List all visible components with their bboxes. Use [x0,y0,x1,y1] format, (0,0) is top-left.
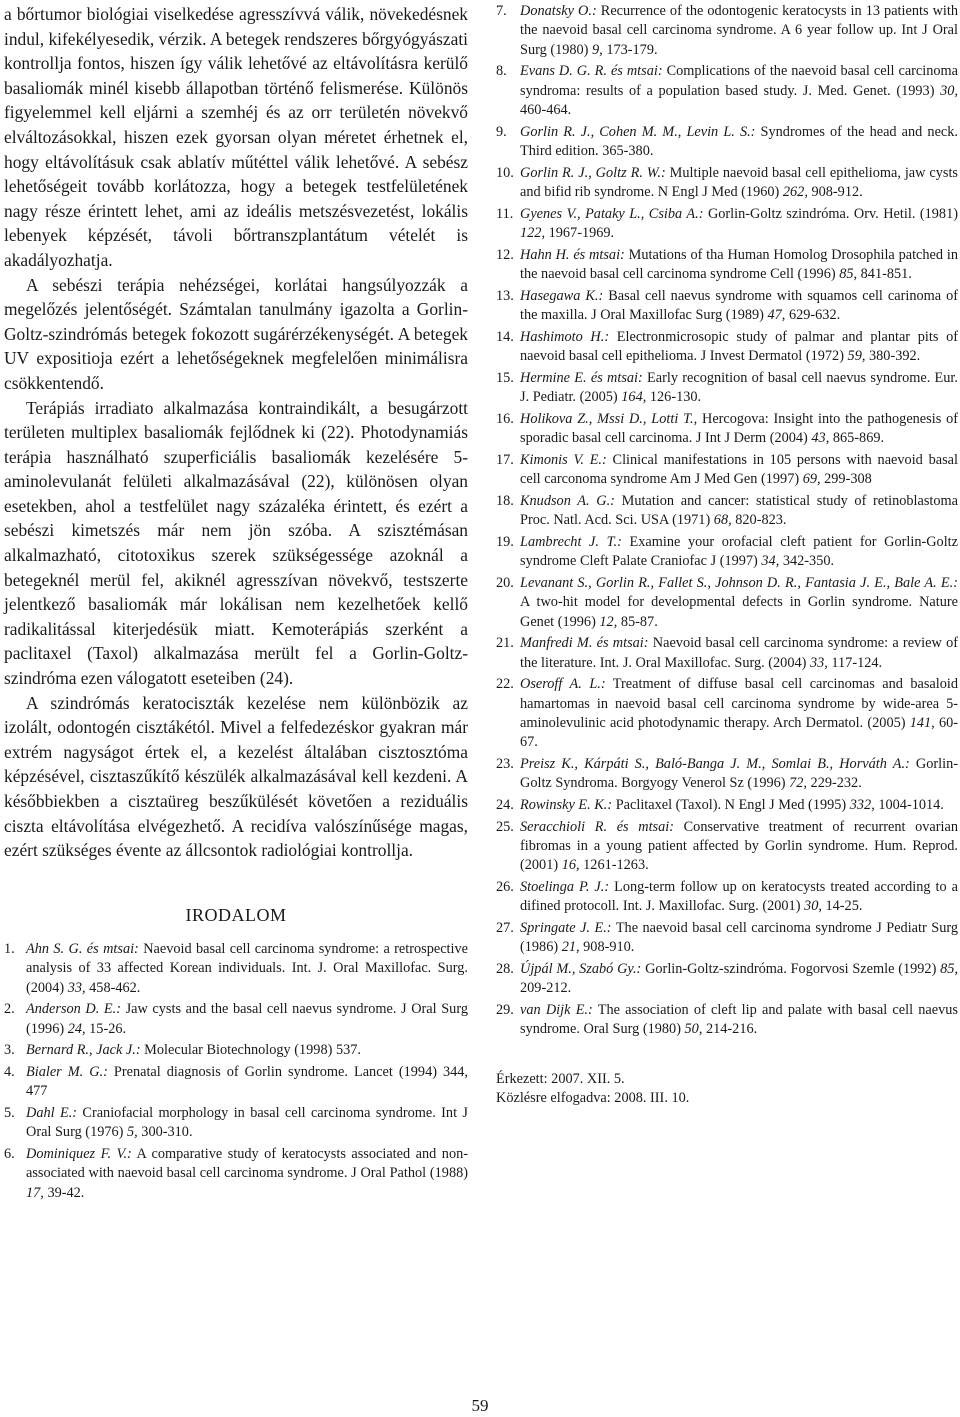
reference-authors: Stoelinga P. J.: [520,879,610,896]
reference-volume: 85, [839,266,858,283]
reference-number: 17. [496,451,514,468]
reference-authors: Dahl E.: [26,1104,78,1121]
reference-item [496,287,958,326]
reference-number: 29. [496,1002,514,1019]
reference-volume: 68, [713,512,732,529]
reference-volume: 50, [684,1021,703,1038]
reference-volume: 5, [127,1124,138,1141]
reference-number: 12. [496,246,514,263]
reference-text: Early recognition of basal cell naevus syndrome. Eur. J. Pediatr. (2005) [520,369,958,406]
reference-number: 20. [496,574,514,591]
reference-text: Basal cell naevus syndrome with squamos cell carinoma of the maxilla. J Oral Maxillofac Surg (1989) [520,287,959,324]
reference-number: 14. [496,328,514,345]
reference-text: Naevoid basal cell carcinoma syndrome: a retrospective analysis of 33 affected Korean individuals. Int. J. Oral Maxillofac. Surg. (2004) [26,940,468,996]
reference-volume: 30, [804,898,822,915]
reference-pages: 214-216. [702,1021,758,1038]
reference-pages: 117-124. [827,654,883,671]
reference-pages: 85-87. [617,613,658,630]
reference-authors: Gorlin R. J., Goltz R. W.: [520,164,666,181]
reference-number: 10. [496,164,514,181]
reference-authors: Evans D. G. R. és mtsai: [520,63,663,80]
reference-text: Prenatal diagnosis of Gorlin syndrome. Lancet (1994) 344, 477 [26,1063,468,1100]
reference-list-right [496,2,958,1040]
reference-pages: 908-912. [807,184,863,201]
reference-volume: 141, [909,715,935,732]
reference-authors: Hashimoto H.: [520,328,610,345]
reference-volume: 16, [561,857,580,874]
reference-number: 8. [496,63,507,80]
reference-item [496,410,958,449]
reference-authors: Dominiquez F. V.: [26,1145,132,1162]
reference-pages: 841-851. [857,266,912,283]
reference-authors: Levanant S., Gorlin R., Fallet S., Johnson D. R., Fantasia J. E., Bale A. E.: [520,574,958,591]
reference-authors: Ahn S. G. és mtsai: [26,940,139,957]
reference-text: Long-term follow up on keratocysts treated according to a difined protocoll. Int. J. Maxillofac. Surg. (2001) [520,879,958,915]
reference-pages: 126-130. [646,389,702,406]
reference-pages: 380-392. [865,348,921,365]
reference-authors: Oseroff A. L.: [520,676,606,693]
reference-pages: 1004-1014. [874,797,944,814]
reference-number: 27. [496,920,514,937]
reference-pages: 173-179. [602,41,658,58]
reference-volume: 9, [592,41,603,58]
article-body [4,2,468,863]
reference-authors: Holikova Z., Mssi D., Lotti T., [520,410,698,427]
dates-block [496,1070,958,1109]
reference-item [4,1041,468,1060]
reference-item [496,878,958,917]
reference-text: Multiple naevoid basal cell epithelioma, jaw cysts and bifid rib syndrome. N Engl J Med (1960) [520,164,958,201]
reference-number: 7. [496,3,507,19]
reference-item [496,1001,958,1040]
reference-volume: 332, [849,797,875,814]
reference-item [496,755,958,794]
reference-text: Clinical manifestations in 105 persons with naevoid basal cell carconoma syndrome Am J Med Gen (1997) [520,451,958,488]
reference-volume: 262, [782,184,808,201]
reference-number: 23. [496,756,514,773]
page-number: 59 [471,1396,489,1415]
reference-item [496,451,958,490]
reference-authors: Újpál M., Szabó Gy.: [520,961,642,978]
reference-text: Electronmicrosopic study of palmar and plantar pits of naevoid basal cell epithelioma. J Invest Dermatol (1972) [520,328,958,365]
reference-number: 2. [4,1001,15,1018]
reference-text: The association of cleft lip and palate with basal cell naevus syndrome. Oral Surg (1980) [520,1002,958,1038]
reference-volume: 33, [67,979,86,996]
reference-authors: Springate J. E.: [520,920,612,937]
reference-number: 24. [496,797,514,814]
reference-volume: 33, [809,654,828,671]
reference-text: Mutation and cancer: statistical study of retinoblastoma Proc. Natl. Acd. Sci. USA (1971) [520,492,959,529]
reference-text: Hercogova: Insight into the pathogenesis of sporadic basal cell carcinoma. J Int J Derm (2004) [520,410,958,447]
reference-item [496,62,958,120]
body-paragraph: A szindrómás keratociszták kezelése nem különbözik az izolált, odontogén cisztákétól. Mivel a felfedezéskor gyakran már extrém nagyságot értek el, a kezelést általában cisztosztóma képzésével, cisztaszűkítő készülék alkalmazásával kell kezdeni. A későbbiekben a cisztaüreg beszűkülését követően a reziduális ciszta eltávolítása elvégezhető. A recidíva valószínűsége magas, ezért szükséges évente az állcsontok radiológiai kontrollja. [4,692,468,861]
reference-pages: 458-462. [85,979,141,996]
reference-authors: Gorlin R. J., Cohen M. M., Levin L. S.: [520,123,756,140]
reference-volume: 69, [802,471,821,488]
reference-pages: 229-232. [806,775,862,792]
reference-number: 22. [496,676,514,693]
right-column [496,2,958,1109]
reference-item [496,369,958,408]
reference-text: A two-hit model for developmental defects in Gorlin syndrome. Nature Genet (1996) [520,594,958,630]
reference-authors: Anderson D. E.: [26,1001,121,1018]
reference-volume: 122, [520,225,546,242]
reference-number: 6. [4,1145,15,1162]
reference-item [4,1000,468,1039]
reference-text: Paclitaxel (Taxol). N Engl J Med (1995) [612,797,850,814]
reference-text: Molecular Biotechnology (1998) 537. [140,1042,361,1059]
reference-pages: 342-350. [779,553,835,570]
reference-number: 19. [496,533,514,550]
reference-pages: 820-823. [731,512,787,529]
reference-authors: Manfredi M. és mtsai: [520,635,649,652]
reference-pages: 14-25. [821,898,863,915]
reference-number: 28. [496,961,514,978]
accepted-date: Közlésre elfogadva: 2008. III. 10. [496,1090,690,1107]
reference-pages: 60-67. [520,715,959,751]
reference-item [496,796,958,815]
references-heading: IRODALOM [185,904,287,925]
reference-pages: 299-308 [820,471,872,488]
reference-authors: Rowinsky E. K.: [520,797,613,814]
reference-item [496,574,958,632]
reference-volume: 34, [761,553,780,570]
reference-authors: van Dijk E.: [520,1002,593,1019]
reference-item [4,1145,468,1203]
reference-number: 15. [496,369,514,386]
reference-item [496,328,958,367]
reference-pages: 1261-1263. [579,857,649,874]
reference-volume: 85, [940,961,958,978]
reference-item [496,246,958,285]
reference-authors: Bernard R., Jack J.: [26,1042,141,1059]
reference-item [496,2,958,60]
reference-number: 5. [4,1104,15,1121]
reference-authors: Seracchioli R. és mtsai: [520,818,674,835]
reference-number: 9. [496,123,507,140]
reference-authors: Knudson A. G.: [520,492,615,509]
left-column [4,2,468,1205]
reference-text: Mutations of tha Human Homolog Drosophila patched in the naevoid basal cell carcinoma syndrome Cell (1996) [520,246,958,283]
reference-volume: 30, [940,82,958,99]
reference-number: 3. [4,1042,15,1059]
reference-text: Treatment of diffuse basal cell carcinomas and basaloid hamartomas in naevoid basal cell carcinoma syndrome by wide-area 5-aminolevulinic acid photodynamic therapy. Arch Dermatol. (2005) [520,676,958,732]
reference-text: Recurrence of the odontogenic keratocysts in 13 patients with the naevoid basal cell carcinoma syndrome. A 6 year follow up. Int J Oral Surg (1980) [520,3,958,58]
reference-item [496,533,958,572]
reference-text: Gorlin-Goltz-szindróma. Fogorvosi Szemle (1992) [641,961,941,978]
reference-item [4,1063,468,1102]
reference-number: 25. [496,818,514,835]
reference-authors: Preisz K., Kárpáti S., Baló-Banga J. M., Somlai B., Horváth A.: [520,756,910,773]
reference-list-left [4,940,468,1203]
reference-item [4,1104,468,1143]
reference-text: A comparative study of keratocysts associated and non-associated with naevoid basal cell carcinoma syndrome. J Oral Pathol (1988) [26,1145,468,1182]
reference-item [496,164,958,203]
reference-pages: 908-910. [579,939,635,956]
reference-pages: 300-310. [137,1124,193,1141]
body-paragraph: a bőrtumor biológiai viselkedése agresszívvá válik, növekedésnek indul, kifekélyesedik, vérzik. A betegek rendszeres bőrgyógyászati kontrollja fontos, hiszen így válik lehetővé az eltávolításra kerülő basaliomák minél kisebb állapotban történő felismerése. Különös figyelemmel kell eljárni a szemhéj és az orr területén növekvő elváltozásokkal, hiszen ezek gyorsan olyan méretet érhetnek el, hogy eltávolításuk csak ablatív műtéttel válik lehetővé. A sebész lehetőségeit tovább korlátozza, hogy a betegek testfelületének nagy része érintett lehet, ami az ideális metszésvezetést, lokális lebenyek képzését, távoli bőrtranszplantátum vételét is akadályozhatja. [4,4,468,270]
reference-text: Craniofacial morphology in basal cell carcinoma syndrome. Int J Oral Surg (1976) [26,1104,468,1141]
reference-pages: 39-42. [43,1184,85,1201]
reference-pages: 629-632. [785,307,841,324]
reference-item [496,634,958,673]
reference-pages: 15-26. [85,1020,127,1037]
reference-number: 18. [496,492,514,509]
reference-authors: Hahn H. és mtsai: [520,246,625,263]
reference-pages: 209-212. [520,980,572,997]
reference-item [496,675,958,753]
reference-number: 21. [496,635,514,652]
reference-text: Examine your orofacial cleft patient for Gorlin-Goltz syndrome Cleft Palate Craniofac J (1997) [520,533,958,570]
reference-authors: Hermine E. és mtsai: [520,369,643,386]
reference-number: 1. [4,940,15,957]
reference-item [496,123,958,162]
reference-item [496,919,958,958]
reference-number: 16. [496,410,514,427]
reference-text: Conservative treatment of recurrent ovarian fibromas in a young patient affected by Gorlin syndrome. Hum. Reprod. (2001) [520,818,958,874]
body-paragraph: Terápiás irradiato alkalmazása kontraindikált, a besugárzott területen multiplex basaliomák fejlődnek ki (22). Photodynamiás terápia használható szuperficiális basaliomák kezelésére 5-aminolevulanát felületi alkalmazásával (22), különösen olyan esetekben, ahol a testfelület nagy százaléka érintett, és ezért a sebészi kimetszés már nem jön szóba. A szisztémásan alkalmazható, citotoxikus szerek szükségessége azoknál a betegeknél merül fel, akiknél agresszívan növekvő, testszerte jelentkező basaliomák már lokálisan nem kezelhetőek kellő radikalitással kiterjedésük miatt. Kemoterápiás szerként a paclitaxel (Taxol) alkalmazása merült fel a Gorlin-Goltz-szindróma ezen válogatott eseteiben (24). [4,397,468,689]
reference-volume: 59, [847,348,866,365]
reference-text: The naevoid basal cell carcinoma syndrome J Pediatr Surg (1986) [520,920,958,956]
reference-text: Syndromes of the head and neck. Third edition. 365-380. [520,123,958,160]
reference-authors: Lambrecht J. T.: [520,533,622,550]
reference-pages: 865-869. [829,430,885,447]
reference-volume: 164, [621,389,647,406]
reference-number: 26. [496,879,514,896]
reference-pages: 460-464. [520,102,572,119]
reference-item [4,940,468,998]
reference-volume: 12, [599,613,618,630]
reference-authors: Hasegawa K.: [520,287,604,304]
reference-volume: 17, [26,1184,44,1201]
reference-pages: 1967-1969. [545,225,615,242]
reference-volume: 47, [767,307,786,324]
received-date: Érkezett: 2007. XII. 5. [496,1070,625,1087]
reference-text: Complications of the naevoid basal cell carcinoma syndroma: results of a population based study. J. Med. Genet. (1993) [520,63,959,99]
reference-text: Jaw cysts and the basal cell naevus syndrome. J Oral Surg (1996) [26,1001,468,1037]
reference-authors: Donatsky O.: [520,3,597,19]
reference-authors: Gyenes V., Pataky L., Csiba A.: [520,205,704,222]
reference-item [496,960,958,999]
reference-item [496,492,958,531]
reference-volume: 43, [811,430,830,447]
reference-text: Gorlin-Goltz Syndroma. Borgyogy Venerol Sz (1996) [520,756,958,792]
reference-number: 11. [496,205,514,222]
reference-authors: Bialer M. G.: [26,1063,108,1080]
reference-number: 4. [4,1063,15,1080]
reference-item [496,818,958,876]
reference-text: Naevoid basal cell carcinoma syndrome: a review of the literature. Int. J. Oral Maxillofac. Surg. (2004) [520,635,958,671]
reference-volume: 72, [789,775,807,792]
reference-volume: 24, [67,1020,86,1037]
reference-text: Gorlin-Goltz szindróma. Orv. Hetil. (1981) [703,205,958,222]
reference-authors: Kimonis V. E.: [520,451,607,468]
body-paragraph: A sebészi terápia nehézségei, korlátai hangsúlyozzák a megelőzés jelentőségét. Számtalan tanulmány igazolta a Gorlin-Goltz-szindrómás betegek fokozott sugárérzékenységét. A betegek UV expositioja ezért a lehetőségeknek megfelelően minimálisra csökkentendő. [4,274,468,393]
reference-item [496,205,958,244]
reference-volume: 21, [561,939,580,956]
reference-number: 13. [496,287,514,304]
